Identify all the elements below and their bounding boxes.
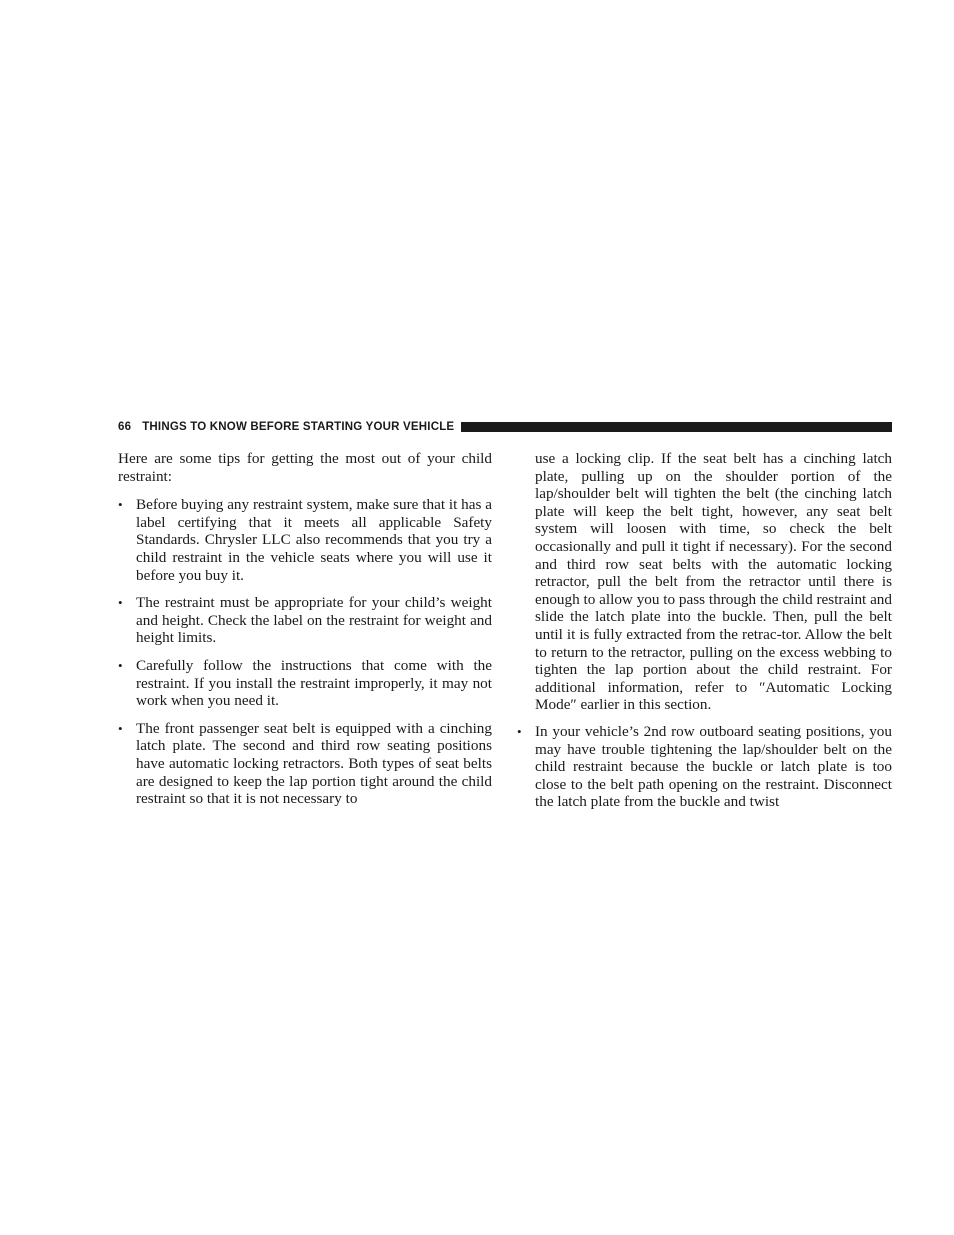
list-item-text: The restraint must be appropriate for your child’s weight and height. Check the label on the restraint for weight and height limits. — [136, 594, 492, 647]
list-item-text: In your vehicle’s 2nd row outboard seating positions, you may have trouble tightening the lap/shoulder belt on the child restraint because the buckle or latch plate is too close to the belt path opening on the restraint. Disconnect the latch plate from the buckle and twist — [535, 722, 892, 811]
list-item — [118, 594, 492, 647]
tips-list-continued — [517, 723, 892, 811]
list-item-text: The front passenger seat belt is equipped with a cinching latch plate. The second and third row seating positions have automatic locking retractors. Both types of seat belts are designed to keep the lap portion tight around the child restraint so that it is not necessary to — [136, 719, 492, 808]
page-number: 66 — [118, 421, 132, 433]
header-rule-bar — [461, 422, 892, 432]
intro-paragraph: Here are some tips for getting the most out of your child restraint: — [118, 450, 492, 485]
list-item-text: Before buying any restraint system, make sure that it has a label certifying that it meets all applicable Safety Standards. Chrysler LLC also recommends that you try a child restraint in the vehicle seats where you will use it before you buy it. — [136, 496, 492, 584]
list-item — [118, 496, 492, 584]
bullet-icon: • — [118, 657, 123, 673]
bullet-icon: • — [118, 595, 123, 611]
bullet-icon: • — [118, 497, 123, 513]
bullet-icon: • — [118, 720, 123, 736]
list-item-text: Carefully follow the instructions that come with the restraint. If you install the restraint improperly, it may not work when you need it. — [136, 656, 492, 710]
running-header — [118, 419, 892, 435]
left-column — [118, 450, 492, 818]
list-item — [118, 657, 492, 710]
bullet-icon: • — [517, 723, 522, 739]
right-column — [517, 450, 892, 821]
tips-list — [118, 496, 492, 808]
list-item — [118, 720, 492, 808]
section-title: THINGS TO KNOW BEFORE STARTING YOUR VEHICLE — [142, 421, 455, 433]
continued-list-text: use a locking clip. If the seat belt has a cinching latch plate, pulling up on the shoulder portion of the lap/shoulder belt will tighten the belt (the cinching latch plate will keep the belt tight, however, any seat belt system will loosen with time, so check the belt occasionally and pull it tight if necessary). For the second and third row seat belts with the automatic locking retractor, pull the belt from the retractor until there is enough to allow you to pass through the child restraint and slide the latch plate into the buckle. Then, pull the belt until it is fully extracted from the retrac-tor. Allow the belt to return to the retractor, pulling on the excess webbing to tighten the lap portion about the child restraint. For additional information, refer to ″Automatic Locking Mode″ earlier in this section. — [535, 450, 892, 714]
list-item — [517, 723, 892, 811]
